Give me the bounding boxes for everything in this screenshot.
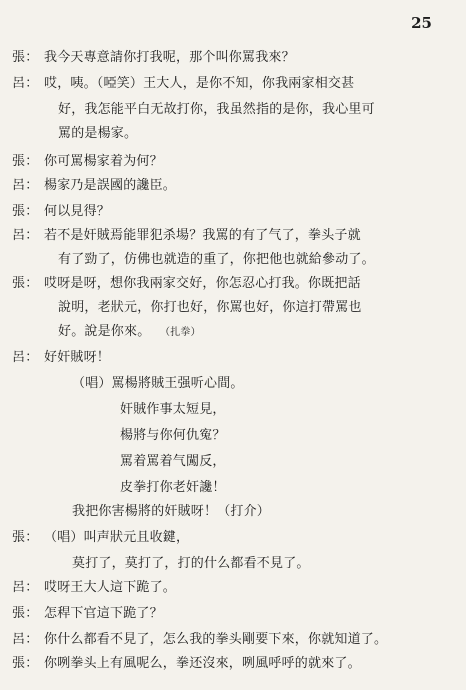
- line-text: 何以見得？: [44, 204, 111, 219]
- line-text: 你可罵楊家着为何？: [44, 154, 163, 169]
- speaker: 呂：: [12, 178, 39, 193]
- line-text: 怎稈下官這下跪了？: [44, 606, 163, 621]
- line-text: 說明，老狀元，你打也好，你罵也好，你這打帶罵也: [58, 300, 362, 315]
- line-text: （唱）罵楊將賊王强听心間。: [72, 376, 244, 391]
- line-text: 你什么都看不見了，怎么我的拳头剛要下來，你就知道了。: [44, 632, 388, 647]
- line-text: 楊將与你何仇寃？: [120, 428, 226, 443]
- line-text: 哎呀王大人這下跪了。: [44, 580, 177, 595]
- line-text: 若不是奸賊焉能罪犯杀場？我罵的有了气了，拳头子就: [44, 228, 361, 243]
- speaker: 呂：: [12, 580, 39, 595]
- line-text: 我把你害楊將的奸賊呀！（打介）: [72, 504, 271, 519]
- speaker: 張：: [12, 606, 39, 621]
- line-text: 皮拳打你老奸讒！: [120, 480, 226, 495]
- speaker: 張：: [12, 204, 39, 219]
- line-text: 罵着罵着气闖反，: [120, 454, 226, 469]
- page-number: 25: [411, 14, 432, 32]
- line-text: 哎，咦。（啞笑）王大人，是你不知，你我兩家相交甚: [44, 76, 355, 91]
- speaker: 張：: [12, 50, 39, 65]
- speaker: 張：: [12, 656, 39, 671]
- line-text: 莫打了，莫打了，打的什么都看不見了。: [72, 556, 310, 571]
- line-text: 有了勁了，仿佛也就造的重了，你把他也就給參动了。: [58, 252, 375, 267]
- line-text: 你咧拳头上有風呢么，拳还沒來，咧風呼呼的就來了。: [44, 656, 361, 671]
- speaker: 呂：: [12, 228, 39, 243]
- speaker: 張：: [12, 530, 39, 545]
- speaker: 張：: [12, 154, 39, 169]
- line-text: 哎呀是呀，想你我兩家交好，你怎忍心打我。你既把話: [44, 276, 361, 291]
- line-text: 好。說是你來。: [58, 324, 151, 339]
- speaker: 呂：: [12, 76, 39, 91]
- speaker: 張：: [12, 276, 39, 291]
- speaker: 呂：: [12, 350, 39, 365]
- line-text: 楊家乃是誤國的讒臣。: [44, 178, 177, 193]
- line-text: 奸賊作事太短見，: [120, 402, 226, 417]
- stage-direction: （扎拳）: [160, 327, 201, 338]
- line-text: 好奸賊呀！: [44, 350, 111, 365]
- line-text: 好，我怎能平白无故打你，我虽然指的是你，我心里可: [58, 102, 375, 117]
- line-text: （唱）叫声狀元且收鍵，: [44, 530, 190, 545]
- speaker: 呂：: [12, 632, 39, 647]
- line-text: 我今天專意請你打我呢，那个叫你罵我來？: [44, 50, 295, 65]
- line-text: 罵的是楊家。: [58, 126, 138, 141]
